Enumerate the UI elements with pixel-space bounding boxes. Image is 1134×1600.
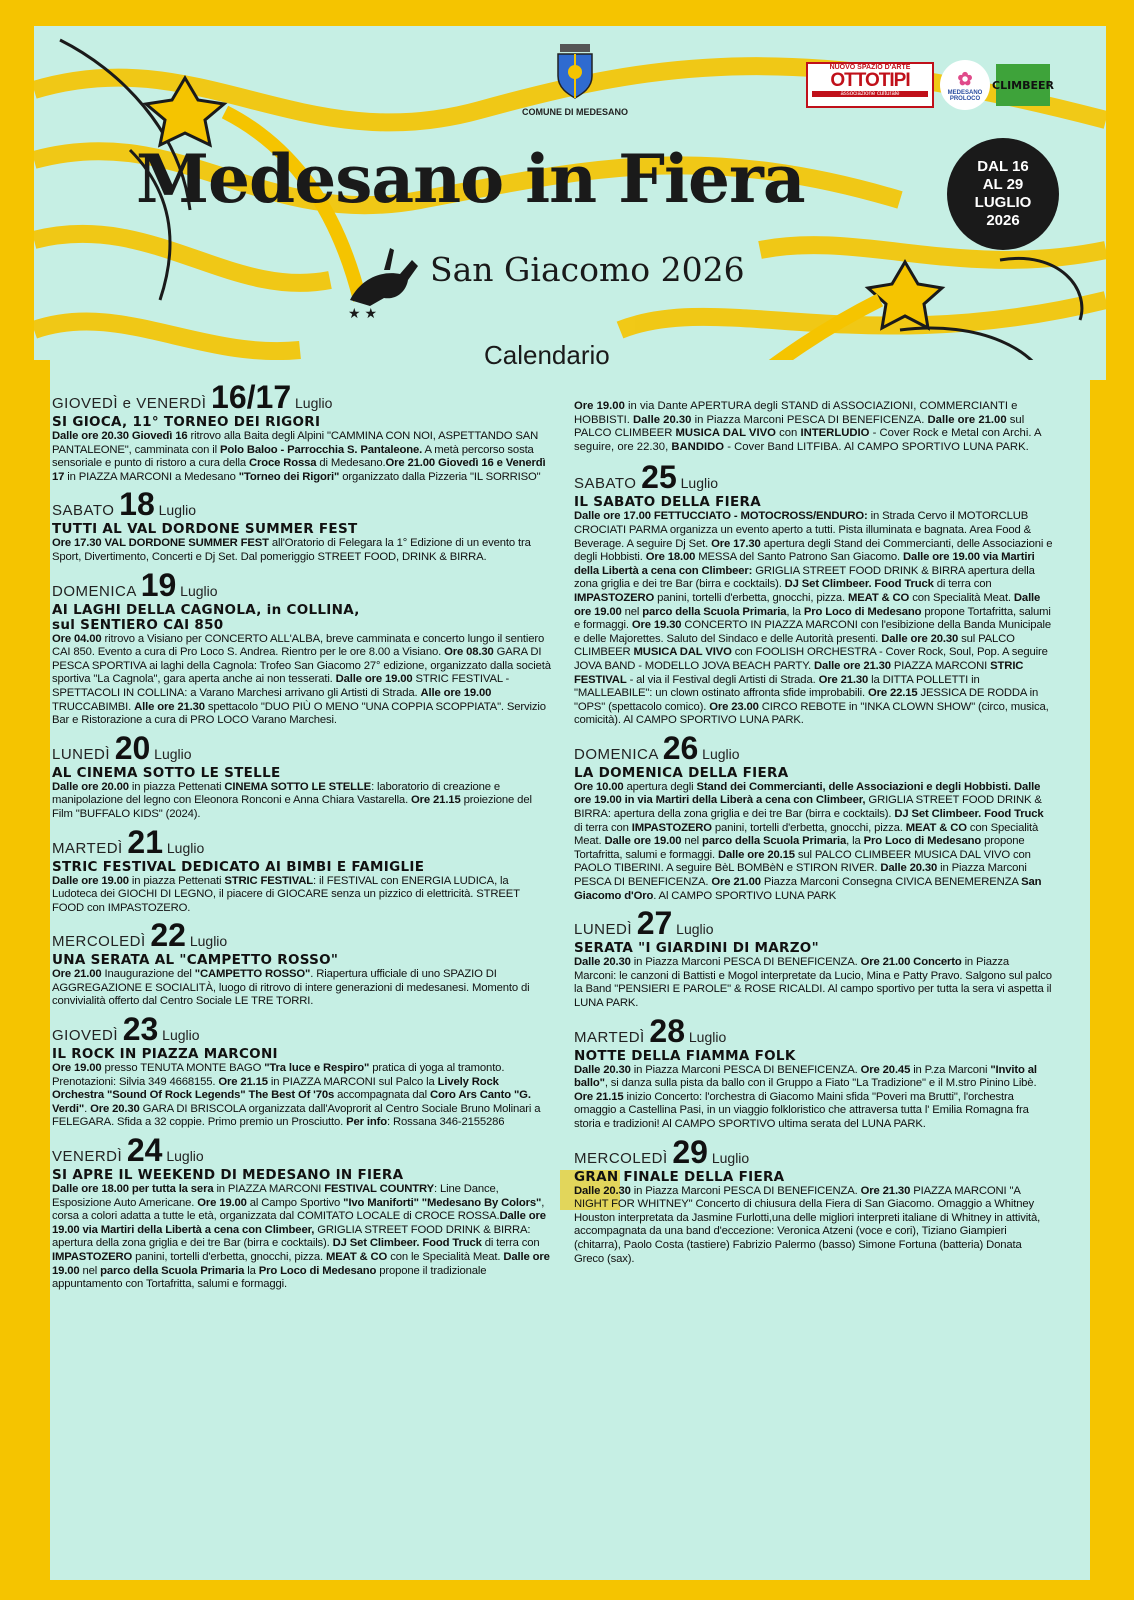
event-description: Dalle 20.30 in Piazza Marconi PESCA DI BENEFICENZA. Ore 21.00 Concerto in Piazza Marconi: le canzoni di Battisti e Mogol interpretate da Lucio, Mina e Patty Pravo. Salgono sul palco la Band "PENSIERI E PAROLE" & ROSE RICALDI. Al campo sportivo per tutta la sera vi aspetta il LUNA PARK. [574, 956, 1052, 1009]
event-daynumber: 29 [672, 1133, 708, 1170]
event-24 [52, 1132, 552, 1292]
event-dayname: MERCOLEDÌ [574, 1149, 673, 1167]
event-daynumber: 19 [140, 566, 177, 603]
event-daynumber: 24 [126, 1132, 163, 1169]
comune-name: COMUNE DI MEDESANO [521, 107, 628, 117]
proloco-logo [940, 60, 990, 110]
climbeer-logo: CLIMBEER [996, 64, 1050, 106]
event-month: Luglio [698, 745, 740, 762]
event-date [574, 1133, 1054, 1170]
ottotipi-tagline: NUOVO SPAZIO D'ARTE [829, 64, 911, 71]
event-title: SI APRE IL WEEKEND DI MEDESANO IN FIERA [52, 1167, 404, 1184]
dates-line: DAL 16 [977, 158, 1029, 175]
proloco-line1: MEDESANO [947, 89, 983, 96]
event-description: Dalle ore 20.30 Giovedì 16 ritrovo alla Baita degli Alpini "CAMMINA CON NOI, ASPETTANDO SAN PANTALEONE", camminata con il Polo Baloo - Parrocchia S. Pantaleone. A metà percorso sosta sensoriale e punto di ristoro a cura della Croce Rossa di Medesano.Ore 21.00 Giovedì 16 e Venerdì 17 in PIAZZA MARCONI a Medesano "Torneo dei Rigori" organizzato dalla Pizzeria "IL SORRISO" [52, 430, 546, 483]
event-daynumber: 18 [119, 486, 155, 523]
event-date [52, 1011, 552, 1048]
event-title: IL ROCK IN PIAZZA MARCONI [52, 1046, 278, 1063]
event-27 [574, 905, 1054, 1010]
event-23 [52, 1011, 552, 1130]
event-dayname: MERCOLEDÌ [52, 933, 151, 951]
event-month: Luglio [685, 1028, 727, 1045]
dates-line: AL 29 [982, 176, 1024, 193]
event-description: Ore 21.00 Inaugurazione del "CAMPETTO ROSSO". Riapertura ufficiale di uno SPAZIO DI AGGREGAZIONE E SOCIALITÀ, luogo di ritrovo di intere generazioni di medesanesi. Momento di convivialità offerto dal Centro Sociale LE TRE TORRI. [52, 968, 530, 1008]
event-29 [574, 1133, 1054, 1267]
ottotipi-name: OTTOTIPI [830, 70, 910, 91]
flower-icon: ✿ [957, 68, 973, 89]
events-column-right [574, 400, 1054, 1273]
event-month: Luglio [150, 745, 192, 762]
event-dayname: VENERDÌ [52, 1148, 127, 1166]
event-date [52, 823, 552, 860]
event-24-continuation: Ore 19.00 in via Dante APERTURA degli STAND di ASSOCIAZIONI, COMMERCIANTI e HOBBISTI. Dalle 20.30 in Piazza Marconi PESCA DI BENEFICENZA. Dalle ore 21.00 sul PALCO CLIMBEER MUSICA DAL VIVO con INTERLUDIO - Cover Rock e Metal con Archi. A seguire, ore 22.30, BANDIDO - Cover Band LITFIBA. Al CAMPO SPORTIVO LUNA PARK. [574, 400, 1041, 453]
event-title: TUTTI AL VAL DORDONE SUMMER FEST [52, 521, 358, 538]
calendario-heading: Calendario [484, 340, 610, 370]
event-date [52, 729, 552, 766]
proloco-line2: PROLOCO [949, 95, 981, 102]
event-date [52, 1132, 552, 1169]
event-daynumber: 21 [127, 823, 163, 860]
event-month: Luglio [291, 395, 333, 411]
event-daynumber: 28 [649, 1012, 685, 1049]
event-daynumber: 22 [150, 917, 186, 954]
event-daynumber: 23 [122, 1011, 159, 1048]
event-dayname: GIOVEDÌ [52, 1027, 123, 1045]
event-date [574, 459, 1054, 496]
event-dayname: DOMENICA [52, 582, 141, 600]
event-month: Luglio [672, 921, 714, 938]
event-description: Ore 19.00 presso TENUTA MONTE BAGO "Tra luce e Respiro" pratica di yoga al tramonto. Prenotazioni: Silvia 349 4668155. Ore 21.15 in PIAZZA MARCONI sul Palco la Lively Rock Orchestra "Sound Of Rock Legends" The Best Of '70s accompagnata dal Coro Ars Canto "G. Verdi". Ore 20.30 GARA DI BRISCOLA organizzata dall'Avoprorit al Centro Sociale Bruno Molinari a FELEGARA. Sfida a 32 coppie. Primo premio un Prosciutto. Per info: Rossana 346-2155286 [52, 1062, 541, 1129]
event-18 [52, 486, 552, 564]
event-title: sul SENTIERO CAI 850 [52, 616, 224, 633]
event-date [574, 905, 1054, 942]
event-month: Luglio [176, 582, 218, 599]
event-daynumber: 26 [662, 729, 699, 766]
event-date [574, 729, 1054, 766]
event-description: Ore 04.00 ritrovo a Visiano per CONCERTO ALL'ALBA, breve camminata e concerto lungo il sentiero CAI 850. Evento a cura di Pro Loco S. Andrea. Rientro per le ore 8.00 a Visiano. Ore 08.30 GARA DI PESCA SPORTIVA ai laghi della Cagnola: Trofeo San Giacomo 27° edizione, organizzato dalla società sportiva "La Cagnola", gara aperta anche ai non tesserati. Dalle ore 19.00 STRIC FESTIVAL - SPETTACOLI IN COLLINA: a Varano Marchesi arrivano gli Artisti di Strada. Alle ore 19.00 TRUCCABIMBI. Alle ore 21.30 spettacolo "DUO PIÙ O MENO "UNA COPPIA SCOPPIATA". Servizio Bar e Ristorazione a cura di PRO LOCO Varano Marchesi. [52, 632, 551, 727]
dates-line: 2026 [986, 212, 1020, 229]
event-title: IL SABATO DELLA FIERA [574, 494, 761, 511]
event-daynumber: 16/17 [211, 379, 292, 415]
event-dayname: LUNEDÌ [52, 745, 115, 763]
event-month: Luglio [676, 475, 718, 492]
event-description: Dalle 20.30 in Piazza Marconi PESCA DI BENEFICENZA. Ore 20.45 in P.za Marconi "Invito al ballo", si danza sulla pista da ballo con il Gruppo a Fiato "La Tradizione" e il M.stro Pinino Libè. Ore 21.15 inizio Concerto: l'orchestra di Giacomo Maini sfida "Poveri ma Brutti", l'orchestra omaggio a Castellina Pasi, in un viaggio folkloristico che attraversa tutta l' Emilia Romagna fra storia e tradizioni! Al CAMPO SPORTIVO ultima serata del LUNA PARK. [574, 1063, 1037, 1130]
event-description: Ore 10.00 apertura degli Stand dei Commercianti, delle Associazioni e degli Hobbisti. Dalle ore 19.00 in via Martiri della Liberà a cena con Climbeer, GRIGLIA STREET FOOD DRINK & BIRRA: apertura della zona griglia e dei tre Bar (birra e cocktails). DJ Set Climbeer. Food Truck di terra con IMPASTOZERO panini, tortelli d'erbetta, gnocchi, pizza. MEAT & CO con Specialità Meat. Dalle ore 19.00 nel parco della Scuola Primaria, la Pro Loco di Medesano propone Tortafritta, salumi e formaggi. Dalle ore 20.15 sul PALCO CLIMBEER MUSICA DAL VIVO con PAOLO TIBERINI. A seguire BèL BOMBèN e STIRON RIVER. Dalle 20.30 in Piazza Marconi PESCA DI BENEFICENZA. Ore 21.00 Piazza Marconi Consegna CIVICA BENEMERENZA San Giacomo d'Oro. Al CAMPO SPORTIVO LUNA PARK [574, 780, 1044, 902]
event-description: Ore 17.30 VAL DORDONE SUMMER FEST all'Oratorio di Felegara la 1° Edizione di un evento tra Sport, Divertimento, Concerti e Dj Set. Dal pomeriggio STREET FOOD, DRINK & BIRRA. [52, 537, 531, 563]
svg-text:★ ★: ★ ★ [348, 305, 377, 320]
event-dayname: SABATO [52, 502, 120, 520]
event-daynumber: 20 [114, 729, 151, 766]
event-26 [574, 729, 1054, 903]
event-description: Dalle ore 18.00 per tutta la sera in PIAZZA MARCONI FESTIVAL COUNTRY: Line Dance, Esposizione Auto Americane. Ore 19.00 al Campo Sportivo "Ivo Maniforti" "Medesano By Colors", corsa a colori adatta a tutte le età, organizzata dal COMITATO LOCALE di CROCE ROSSA.Dalle ore 19.00 via Martiri della Libertà a cena con Climbeer, GRIGLIA STREET FOOD DRINK & BIRRA: apertura della zona griglia e dei tre Bar (birra e cocktails). DJ Set Climbeer. Food Truck di terra con IMPASTOZERO panini, tortelli d'erbetta, gnocchi, pizza. MEAT & CO con le Specialità Meat. Dalle ore 19.00 nel parco della Scuola Primaria la Pro Loco di Medesano propone il tradizionale appuntamento con Tortafritta, salumi e formaggi. [52, 1183, 550, 1291]
ottotipi-logo [806, 62, 934, 108]
event-date [574, 1012, 1054, 1049]
event-date [52, 917, 552, 954]
event-dayname: GIOVEDÌ e VENERDÌ [52, 395, 212, 412]
poster-subtitle: San Giacomo 2026 [430, 250, 745, 289]
event-description: Dalle ore 19.00 in piazza Pettenati STRIC FESTIVAL: il FESTIVAL con ENERGIA LUDICA, la Ludoteca dei GIOCHI DI LEGNO, il piacere di GIOCARE senza un pizzico di elettricità. STREET FOOD con IMPASTOZERO. [52, 874, 520, 914]
event-date [52, 379, 552, 415]
event-dayname: MARTEDÌ [574, 1028, 650, 1046]
event-month: Luglio [162, 1148, 204, 1165]
event-month: Luglio [158, 1027, 200, 1044]
event-month: Luglio [185, 933, 228, 950]
dates-badge [947, 138, 1059, 250]
event-title: STRIC FESTIVAL DEDICATO AI BIMBI E FAMIGLIE [52, 858, 425, 875]
coat-of-arms-icon [552, 40, 598, 100]
event-month: Luglio [154, 502, 196, 519]
event-month: Luglio [163, 839, 205, 856]
horse-rider-icon [340, 240, 424, 320]
event-dayname: LUNEDÌ [574, 921, 637, 939]
event-22 [52, 917, 552, 1009]
event-dayname: MARTEDÌ [52, 839, 128, 857]
event-21 [52, 823, 552, 916]
event-28 [574, 1012, 1054, 1132]
event-20 [52, 729, 552, 822]
event-date [52, 486, 552, 523]
event-daynumber: 25 [641, 459, 677, 496]
event-dayname: DOMENICA [574, 745, 663, 763]
event-title: AL CINEMA SOTTO LE STELLE [52, 764, 281, 781]
event-title: NOTTE DELLA FIAMMA FOLK [574, 1047, 796, 1064]
event-description: Dalle 20.30 in Piazza Marconi PESCA DI BENEFICENZA. Ore 21.30 PIAZZA MARCONI "A NIGHT FOR WHITNEY" Concerto di chiusura della Fiera di San Giacomo. Omaggio a Whitney Houston interpretata da Jasmine Furlotti,una delle migliori interpreti italiane di Whitney in attività, accompagnata da una band d'eccezione: Veronica Atzeni (voce e cori), Tiziano Giampieri (chitarra), Paolo Costa (tastiere) Fabrizio Palermo (basso) Simone Fortuna (batteria) Donata Greco (sax). [574, 1184, 1041, 1265]
event-month: Luglio [707, 1149, 750, 1166]
event-title: LA DOMENICA DELLA FIERA [574, 764, 789, 781]
ottotipi-subtitle: associazione culturale [812, 91, 928, 97]
event-19 [52, 566, 552, 728]
event-date [52, 566, 552, 603]
poster-title: Medesano in Fiera [136, 140, 805, 218]
events-column-left [52, 379, 552, 1299]
event-title: SI GIOCA, 11° TORNEO DEI RIGORI [52, 414, 321, 430]
comune-logo [520, 40, 630, 117]
event-title: UNA SERATA AL "CAMPETTO ROSSO" [52, 952, 339, 969]
event-16-17 [52, 379, 552, 484]
sponsor-logos [806, 60, 1055, 110]
event-daynumber: 27 [636, 905, 673, 942]
event-description: Dalle ore 17.00 FETTUCCIATO - MOTOCROSS/ENDURO: in Strada Cervo il MOTORCLUB CROCIATI PARMA organizza un evento aperto a tutti. Pista illuminata e bagnata. Area Food & Beverage. A seguire Dj Set. Ore 17.30 apertura degli Stand dei Commercianti, delle Associazioni e degli Hobbisti. Ore 18.00 MESSA del Santo Patrono San Giacomo. Dalle ore 19.00 via Martiri della Libertà a cena con Climbeer: GRIGLIA STREET FOOD DRINK & BIRRA apertura della zona griglia e dei tre Bar (birra e cocktails). DJ Set Climbeer. Food Truck di terra con IMPASTOZERO panini, tortelli d'erbetta, gnocchi, pizza. MEAT & CO con Specialità Meat. Dalle ore 19.00 nel parco della Scuola Primaria, la Pro Loco di Medesano propone Tortafritta, salumi e formaggi. Ore 19.30 CONCERTO IN PIAZZA MARCONI con l'esibizione della Banda Municipale e delle Majorettes. Saluto del Sindaco e delle Autorità presenti. Dalle ore 20.30 sul PALCO CLIMBEER MUSICA DAL VIVO con FOOLISH ORCHESTRA - Cover Rock, Soul, Pop. A seguire JOVA BAND - MODELLO JOVA BEACH PARTY. Dalle ore 21.30 PIAZZA MARCONI STRIC FESTIVAL - al via il Festival degli Artisti di Strada. Ore 21.30 la DITTA POLLETTI in "MALLEABILE": un clown ostinato affronta sfide improbabili. Ore 22.15 JESSICA DE RODDA in "OPS" (spettacolo comico). Ore 23.00 CIRCO REBOTE in "INKA CLOWN SHOW" (circo, musica, comicità). Al CAMPO SPORTIVO LUNA PARK. [574, 510, 1053, 727]
event-dayname: SABATO [574, 475, 642, 493]
event-description: Dalle ore 20.00 in piazza Pettenati CINEMA SOTTO LE STELLE: laboratorio di creazione e manipolazione del legno con Eleonora Ronconi e Anna Chiara Vastarella. Ore 21.15 proiezione del Film "BUFFALO KIDS" (2024). [52, 780, 532, 820]
event-title: AI LAGHI DELLA CAGNOLA, in COLLINA, [52, 601, 360, 618]
dates-line: LUGLIO [974, 194, 1032, 211]
event-title: GRAN FINALE DELLA FIERA [574, 1168, 785, 1185]
event-title: SERATA "I GIARDINI DI MARZO" [574, 940, 819, 957]
event-25 [574, 459, 1054, 728]
